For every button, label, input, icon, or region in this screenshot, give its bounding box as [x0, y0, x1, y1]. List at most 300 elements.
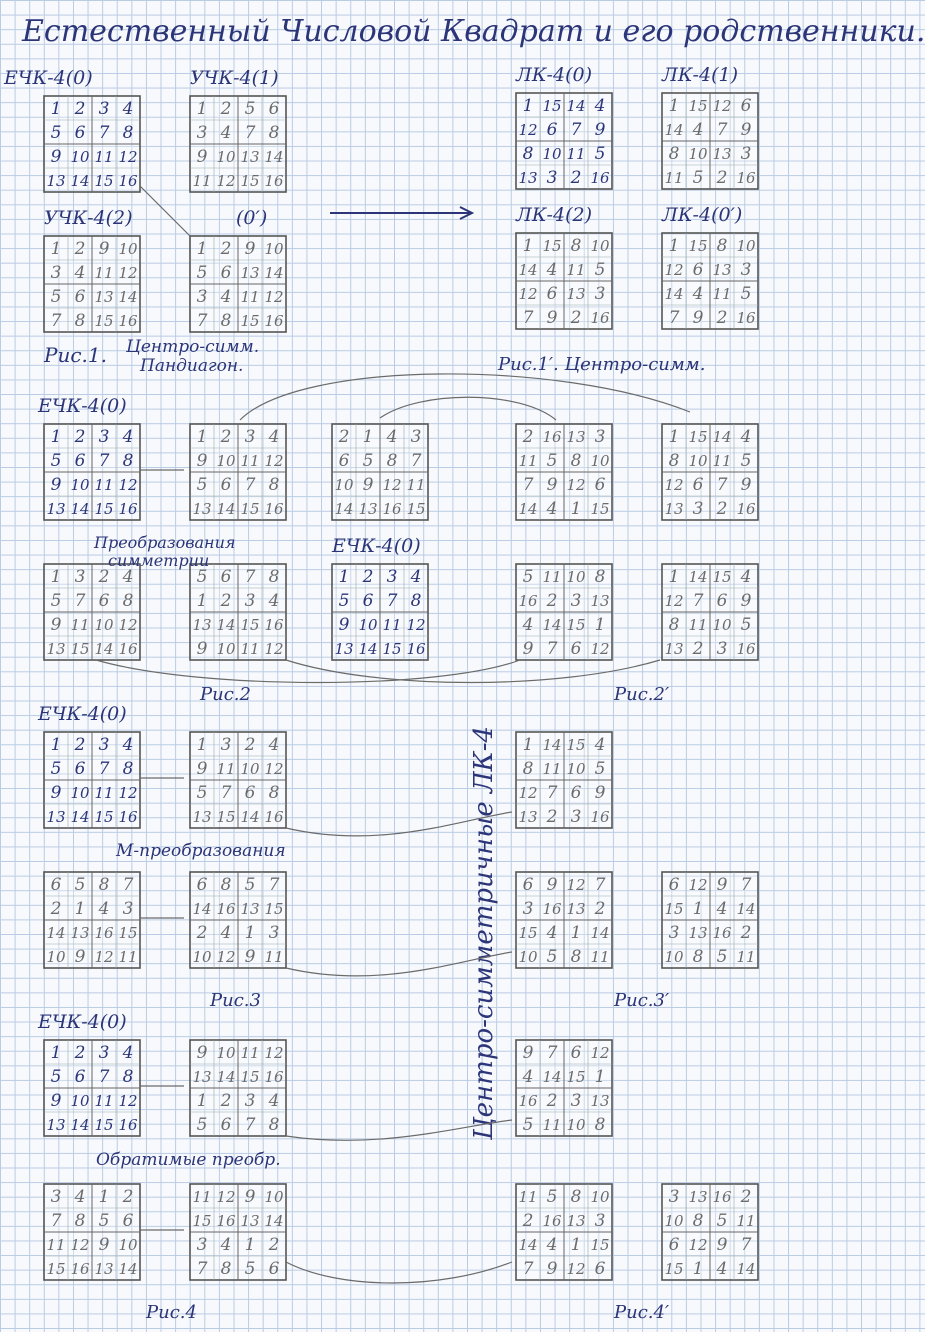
- square-cell: 4: [522, 1067, 534, 1087]
- square-cell: 4: [74, 263, 86, 283]
- square-cell: 12: [664, 592, 684, 610]
- caption-line: Рис.1.: [44, 343, 107, 367]
- number-square: [37, 395, 140, 520]
- square-cell: 1: [338, 567, 350, 587]
- number-square: [662, 424, 758, 520]
- square-cell: 8: [570, 451, 582, 471]
- square-cell: 7: [98, 451, 110, 471]
- square-cell: 6: [220, 1115, 232, 1135]
- caption-line: Рис.2′: [614, 684, 670, 705]
- square-cell: 10: [216, 640, 236, 658]
- square-cell: 7: [716, 475, 728, 495]
- figure-caption: [145, 1302, 197, 1323]
- square-cell: 14: [736, 900, 756, 918]
- square-cell: 7: [546, 1043, 558, 1063]
- square-cell: 9: [244, 1187, 256, 1207]
- square-cell: 8: [268, 475, 280, 495]
- square-cell: 11: [70, 616, 90, 634]
- square-cell: 6: [668, 875, 680, 895]
- square-label: ЛК-4(2): [516, 204, 592, 226]
- square-cell: 15: [94, 1116, 114, 1134]
- square-cell: 15: [94, 312, 114, 330]
- square-cell: 11: [192, 172, 212, 190]
- square-cell: 7: [740, 875, 752, 895]
- square-cell: 11: [118, 948, 138, 966]
- square-cell: 3: [98, 99, 110, 119]
- arrow-stroke: [96, 660, 520, 683]
- square-cell: 11: [566, 145, 586, 163]
- arrow-stroke: [140, 186, 190, 236]
- square-cell: 10: [518, 948, 538, 966]
- square-cell: 16: [118, 640, 138, 658]
- caption-line: Обратимые преобр.: [96, 1150, 281, 1170]
- square-cell: 3: [98, 735, 110, 755]
- number-square: [515, 64, 612, 189]
- square-cell: 5: [50, 123, 62, 143]
- number-square: [190, 424, 286, 520]
- square-cell: 8: [268, 567, 280, 587]
- number-square: [662, 1184, 758, 1280]
- arrow-stroke: [286, 1262, 512, 1283]
- square-cell: 9: [196, 451, 208, 471]
- square-cell: 13: [94, 288, 114, 306]
- square-cell: 10: [566, 568, 586, 586]
- square-cell: 1: [50, 427, 62, 447]
- square-cell: 16: [216, 1212, 236, 1230]
- square-cell: 9: [740, 120, 752, 140]
- square-cell: 16: [518, 1092, 538, 1110]
- square-cell: 2: [338, 427, 350, 447]
- square-cell: 6: [98, 591, 110, 611]
- square-cell: 6: [50, 875, 62, 895]
- square-cell: 16: [542, 900, 562, 918]
- square-cell: 4: [122, 427, 134, 447]
- square-cell: 10: [216, 1044, 236, 1062]
- square-cell: 2: [220, 591, 232, 611]
- square-cell: 12: [688, 876, 708, 894]
- square-cell: 6: [268, 1259, 280, 1279]
- square-cell: 1: [196, 735, 208, 755]
- square-cell: 16: [712, 1188, 732, 1206]
- square-cell: 8: [716, 236, 728, 256]
- square-cell: 16: [406, 640, 426, 658]
- square-cell: 12: [566, 876, 586, 894]
- number-square: [515, 204, 612, 329]
- square-cell: 3: [220, 735, 232, 755]
- figure-caption: [199, 684, 251, 705]
- square-cell: 12: [518, 285, 538, 303]
- square-cell: 5: [716, 1211, 728, 1231]
- square-cell: 12: [590, 640, 610, 658]
- square-cell: 5: [98, 1211, 110, 1231]
- square-cell: 13: [566, 1212, 586, 1230]
- caption-line: М-преобразования: [116, 841, 286, 861]
- square-cell: 1: [570, 499, 582, 519]
- square-cell: 14: [216, 500, 236, 518]
- square-cell: 4: [594, 96, 606, 116]
- number-square: [190, 872, 286, 968]
- square-cell: 8: [98, 875, 110, 895]
- square-cell: 2: [716, 308, 728, 328]
- square-cell: 4: [220, 287, 232, 307]
- square-cell: 11: [406, 476, 426, 494]
- square-cell: 14: [216, 1068, 236, 1086]
- number-square: [190, 1184, 286, 1280]
- square-cell: 10: [192, 948, 212, 966]
- square-cell: 5: [740, 284, 752, 304]
- square-cell: 15: [94, 808, 114, 826]
- square-cell: 16: [382, 500, 402, 518]
- square-cell: 5: [50, 1067, 62, 1087]
- square-cell: 13: [664, 500, 684, 518]
- square-cell: 8: [74, 1211, 86, 1231]
- square-cell: 6: [220, 263, 232, 283]
- square-cell: 16: [70, 1260, 90, 1278]
- square-cell: 13: [566, 900, 586, 918]
- square-cell: 6: [268, 99, 280, 119]
- square-cell: 11: [240, 288, 260, 306]
- square-cell: 16: [94, 924, 114, 942]
- square-cell: 9: [716, 1235, 728, 1255]
- square-cell: 15: [542, 237, 562, 255]
- caption-line: Рис.4: [146, 1302, 197, 1323]
- square-cell: 2: [220, 427, 232, 447]
- square-label: ЕЧК-4(0): [38, 703, 127, 725]
- square-cell: 3: [244, 427, 256, 447]
- square-cell: 7: [546, 639, 558, 659]
- square-cell: 5: [196, 783, 208, 803]
- square-cell: 8: [668, 451, 680, 471]
- square-cell: 13: [518, 808, 538, 826]
- square-cell: 3: [716, 639, 728, 659]
- figure-caption: [613, 684, 669, 705]
- number-square: [37, 703, 140, 828]
- square-cell: 8: [74, 311, 86, 331]
- square-cell: 4: [740, 567, 752, 587]
- square-cell: 5: [546, 451, 558, 471]
- square-cell: 5: [594, 759, 606, 779]
- square-cell: 9: [594, 783, 606, 803]
- square-label: (0′): [236, 207, 268, 229]
- square-cell: 14: [94, 640, 114, 658]
- square-cell: 10: [664, 948, 684, 966]
- square-cell: 16: [518, 592, 538, 610]
- square-cell: 9: [740, 475, 752, 495]
- square-cell: 6: [122, 1211, 134, 1231]
- square-cell: 9: [338, 615, 350, 635]
- square-cell: 3: [268, 923, 280, 943]
- square-cell: 13: [240, 900, 260, 918]
- square-cell: 3: [740, 260, 752, 280]
- square-cell: 4: [386, 427, 398, 447]
- square-cell: 10: [590, 237, 610, 255]
- square-cell: 1: [692, 899, 704, 919]
- square-cell: 6: [362, 591, 374, 611]
- square-cell: 15: [664, 900, 684, 918]
- square-cell: 1: [196, 591, 208, 611]
- figure-caption: [43, 343, 107, 367]
- caption-line: Рис.4′: [614, 1302, 670, 1323]
- square-cell: 10: [70, 784, 90, 802]
- square-cell: 15: [406, 500, 426, 518]
- square-cell: 11: [46, 1236, 66, 1254]
- square-cell: 1: [522, 236, 534, 256]
- square-cell: 13: [518, 169, 538, 187]
- square-cell: 9: [546, 308, 558, 328]
- square-cell: 10: [264, 240, 284, 258]
- square-cell: 7: [716, 120, 728, 140]
- square-cell: 11: [240, 452, 260, 470]
- square-cell: 6: [74, 287, 86, 307]
- square-cell: 10: [358, 616, 378, 634]
- number-square: [516, 872, 612, 968]
- square-cell: 10: [590, 1188, 610, 1206]
- square-cell: 6: [570, 783, 582, 803]
- square-cell: 9: [50, 615, 62, 635]
- square-cell: 10: [566, 760, 586, 778]
- square-cell: 9: [50, 1091, 62, 1111]
- number-square: [331, 535, 428, 660]
- square-cell: 2: [546, 1091, 558, 1111]
- square-cell: 12: [118, 616, 138, 634]
- number-square: [516, 424, 612, 520]
- square-cell: 13: [240, 264, 260, 282]
- square-cell: 4: [268, 591, 280, 611]
- caption-line: симметрии: [108, 551, 210, 570]
- square-cell: 8: [268, 783, 280, 803]
- square-cell: 8: [220, 311, 232, 331]
- caption-line: Пандиагон.: [140, 356, 244, 376]
- square-cell: 3: [244, 591, 256, 611]
- square-cell: 2: [740, 923, 752, 943]
- square-cell: 13: [240, 148, 260, 166]
- square-cell: 2: [74, 1043, 86, 1063]
- square-cell: 9: [98, 1235, 110, 1255]
- square-cell: 5: [594, 260, 606, 280]
- square-label: ЛК-4(1): [662, 64, 738, 86]
- square-cell: 4: [692, 120, 704, 140]
- square-cell: 2: [692, 639, 704, 659]
- square-cell: 14: [542, 1068, 562, 1086]
- square-cell: 12: [688, 1236, 708, 1254]
- square-cell: 5: [338, 591, 350, 611]
- square-cell: 5: [594, 144, 606, 164]
- square-cell: 15: [240, 616, 260, 634]
- square-cell: 9: [716, 875, 728, 895]
- square-cell: 6: [522, 875, 534, 895]
- square-cell: 11: [94, 1092, 114, 1110]
- square-cell: 13: [590, 1092, 610, 1110]
- square-cell: 3: [196, 123, 208, 143]
- square-cell: 15: [240, 500, 260, 518]
- square-cell: 7: [546, 783, 558, 803]
- square-cell: 7: [268, 875, 280, 895]
- number-square: [44, 564, 140, 660]
- square-cell: 4: [122, 567, 134, 587]
- square-cell: 9: [196, 147, 208, 167]
- square-label: ЕЧК-4(0): [38, 1011, 127, 1033]
- square-cell: 7: [98, 123, 110, 143]
- square-cell: 3: [594, 284, 606, 304]
- square-cell: 8: [122, 591, 134, 611]
- square-label: ЕЧК-4(0): [4, 67, 93, 89]
- square-cell: 13: [358, 500, 378, 518]
- square-cell: 5: [546, 947, 558, 967]
- square-cell: 12: [118, 264, 138, 282]
- square-cell: 12: [664, 476, 684, 494]
- square-cell: 5: [244, 875, 256, 895]
- square-cell: 16: [264, 808, 284, 826]
- square-cell: 10: [334, 476, 354, 494]
- number-square: [44, 1184, 140, 1280]
- square-cell: 10: [688, 145, 708, 163]
- number-square: [661, 64, 758, 189]
- square-cell: 9: [74, 947, 86, 967]
- square-cell: 14: [46, 924, 66, 942]
- square-label: УЧК-4(2): [44, 207, 133, 229]
- square-cell: 15: [192, 1212, 212, 1230]
- square-cell: 12: [566, 476, 586, 494]
- square-cell: 12: [118, 476, 138, 494]
- square-cell: 11: [712, 452, 732, 470]
- square-cell: 15: [566, 736, 586, 754]
- square-cell: 3: [50, 1187, 62, 1207]
- square-cell: 15: [382, 640, 402, 658]
- square-cell: 1: [196, 99, 208, 119]
- caption-line: Рис.3′: [614, 990, 670, 1011]
- square-cell: 6: [594, 475, 606, 495]
- square-cell: 12: [264, 640, 284, 658]
- square-cell: 4: [546, 260, 558, 280]
- square-cell: 4: [522, 615, 534, 635]
- square-cell: 4: [546, 499, 558, 519]
- square-cell: 15: [118, 924, 138, 942]
- square-cell: 7: [74, 591, 86, 611]
- square-label: ЕЧК-4(0): [38, 395, 127, 417]
- square-cell: 4: [594, 735, 606, 755]
- square-cell: 16: [736, 309, 756, 327]
- square-cell: 14: [542, 736, 562, 754]
- square-cell: 15: [590, 500, 610, 518]
- square-cell: 6: [692, 475, 704, 495]
- square-cell: 7: [244, 475, 256, 495]
- square-cell: 6: [546, 120, 558, 140]
- square-cell: 4: [220, 123, 232, 143]
- square-cell: 3: [410, 427, 422, 447]
- square-cell: 13: [712, 145, 732, 163]
- square-cell: 7: [410, 451, 422, 471]
- square-cell: 2: [74, 99, 86, 119]
- square-cell: 8: [692, 1211, 704, 1231]
- number-square: [44, 207, 140, 332]
- number-square: [44, 872, 140, 968]
- square-cell: 13: [70, 924, 90, 942]
- square-cell: 2: [98, 567, 110, 587]
- square-cell: 6: [546, 284, 558, 304]
- square-cell: 14: [70, 500, 90, 518]
- square-cell: 2: [220, 99, 232, 119]
- square-cell: 3: [522, 899, 534, 919]
- square-cell: 11: [94, 264, 114, 282]
- square-cell: 8: [410, 591, 422, 611]
- figure-caption: [209, 990, 261, 1011]
- square-cell: 11: [664, 169, 684, 187]
- square-cell: 15: [566, 1068, 586, 1086]
- square-cell: 8: [268, 123, 280, 143]
- figure-caption: [613, 1302, 669, 1323]
- square-cell: 4: [268, 735, 280, 755]
- square-cell: 4: [740, 427, 752, 447]
- square-cell: 6: [692, 260, 704, 280]
- square-cell: 5: [362, 451, 374, 471]
- square-cell: 8: [522, 759, 534, 779]
- square-cell: 13: [46, 500, 66, 518]
- square-cell: 9: [546, 475, 558, 495]
- square-cell: 11: [382, 616, 402, 634]
- square-cell: 3: [668, 1187, 680, 1207]
- square-cell: 5: [50, 591, 62, 611]
- square-cell: 15: [216, 808, 236, 826]
- square-cell: 11: [240, 640, 260, 658]
- square-cell: 15: [46, 1260, 66, 1278]
- square-cell: 7: [386, 591, 398, 611]
- square-cell: 12: [518, 121, 538, 139]
- square-cell: 10: [118, 1236, 138, 1254]
- square-cell: 2: [716, 168, 728, 188]
- square-cell: 11: [240, 1044, 260, 1062]
- square-cell: 16: [118, 172, 138, 190]
- square-cell: 7: [522, 308, 534, 328]
- square-cell: 13: [664, 640, 684, 658]
- square-cell: 16: [118, 500, 138, 518]
- square-cell: 4: [268, 427, 280, 447]
- square-cell: 16: [264, 500, 284, 518]
- square-cell: 9: [196, 759, 208, 779]
- square-cell: 2: [268, 1235, 280, 1255]
- square-cell: 9: [244, 947, 256, 967]
- square-cell: 14: [192, 900, 212, 918]
- square-cell: 1: [50, 99, 62, 119]
- square-cell: 6: [74, 1067, 86, 1087]
- square-cell: 12: [94, 948, 114, 966]
- square-cell: 9: [50, 147, 62, 167]
- square-cell: 16: [590, 808, 610, 826]
- square-cell: 12: [518, 784, 538, 802]
- square-cell: 2: [546, 591, 558, 611]
- square-cell: 12: [216, 948, 236, 966]
- square-cell: 8: [220, 1259, 232, 1279]
- square-cell: 1: [668, 96, 680, 116]
- square-cell: 11: [192, 1188, 212, 1206]
- square-cell: 11: [94, 476, 114, 494]
- square-cell: 4: [692, 284, 704, 304]
- square-cell: 16: [216, 900, 236, 918]
- number-square: [190, 564, 286, 660]
- square-cell: 14: [664, 121, 684, 139]
- square-cell: 14: [664, 285, 684, 303]
- square-cell: 6: [668, 1235, 680, 1255]
- square-cell: 13: [566, 428, 586, 446]
- square-cell: 12: [566, 1260, 586, 1278]
- number-square: [516, 1184, 612, 1280]
- square-cell: 16: [736, 640, 756, 658]
- square-cell: 7: [522, 475, 534, 495]
- square-cell: 11: [736, 948, 756, 966]
- square-cell: 14: [118, 288, 138, 306]
- figure-caption: [613, 990, 669, 1011]
- square-cell: 11: [94, 784, 114, 802]
- square-cell: 14: [566, 97, 586, 115]
